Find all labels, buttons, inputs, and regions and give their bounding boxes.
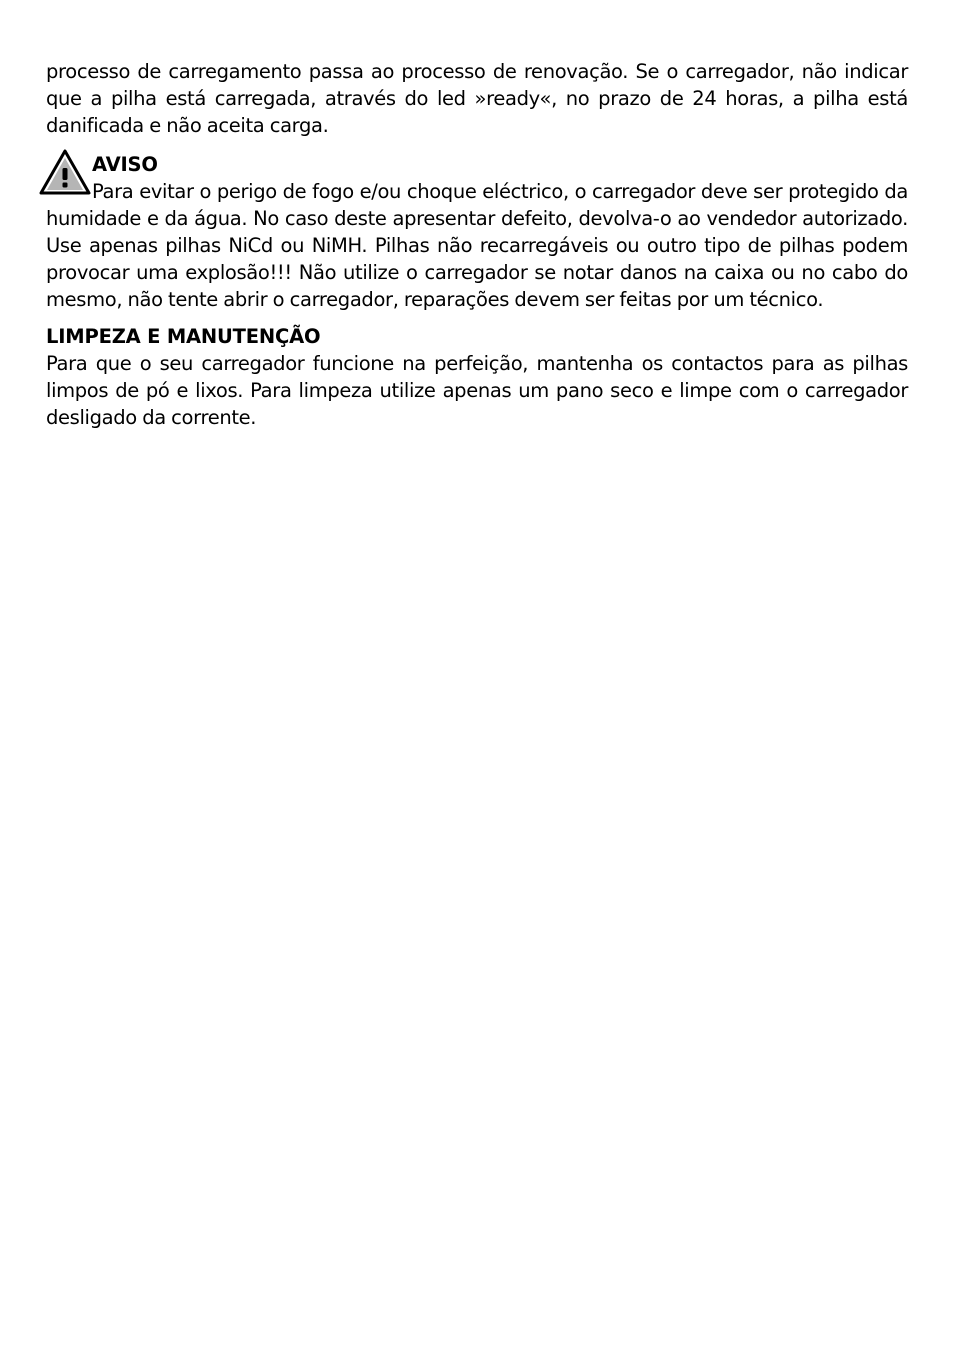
maintenance-title: LIMPEZA E MANUTENÇÃO	[46, 325, 321, 348]
warning-paragraph: Para evitar o perigo de fogo e/ou choque eléctrico, o carregador deve ser protegido da humidade e da água. No caso deste apresentar defeito, devolva-o ao vendedor autorizado. Use apenas pilhas NiCd ou NiMH. Pilhas não recarregáveis ou outro tipo de pilhas podem provocar uma explosão!!! Não utilize o carregador se notar danos na caixa ou no cabo do mesmo, não tente abrir o carregador, reparações devem ser feitas por um técnico.	[46, 180, 908, 311]
warning-section	[46, 151, 908, 313]
maintenance-section	[46, 323, 908, 431]
intro-paragraph: processo de carregamento passa ao processo de renovação. Se o carregador, não indicar que a pilha está carregada, através do led »ready«, no prazo de 24 horas, a pilha está danificada e não aceita carga.	[46, 60, 908, 137]
maintenance-paragraph: Para que o seu carregador funcione na perfeição, mantenha os contactos para as pilhas limpos de pó e lixos. Para limpeza utilize apenas um pano seco e limpe com o carregador desligado da corrente.	[46, 352, 908, 429]
warning-triangle-icon	[38, 148, 92, 196]
warning-title: AVISO	[92, 153, 158, 176]
document-page	[46, 58, 908, 431]
